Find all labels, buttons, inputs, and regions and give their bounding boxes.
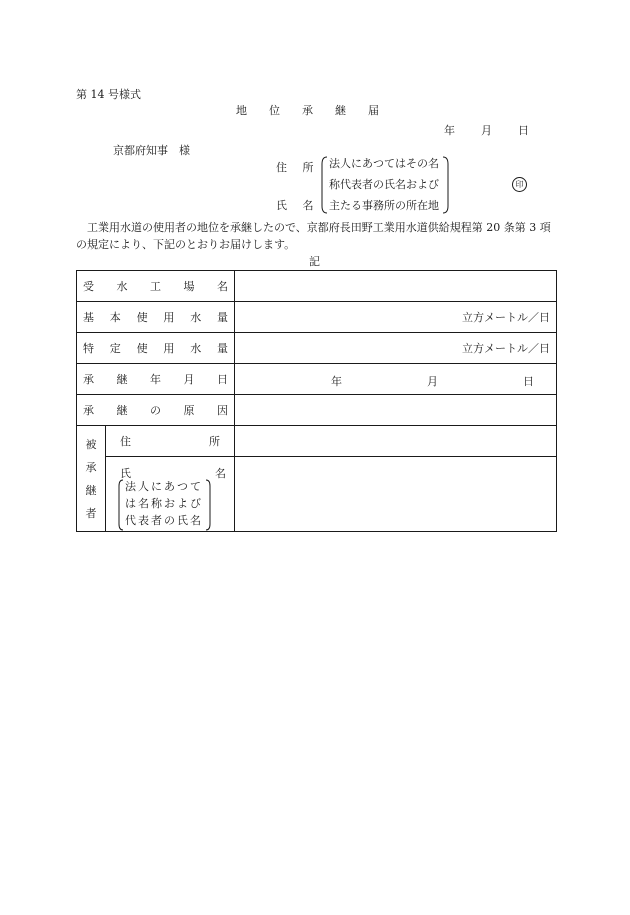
label-predecessor-name bbox=[106, 457, 235, 532]
basic-usage-field[interactable] bbox=[235, 302, 557, 333]
day-unit: 日 bbox=[523, 375, 534, 388]
applicant-note-line: 法人にあつてはその名 bbox=[329, 157, 439, 170]
table-row bbox=[77, 333, 557, 364]
table-row bbox=[77, 271, 557, 302]
notification-table bbox=[76, 270, 557, 532]
receiving-factory-field[interactable] bbox=[235, 271, 557, 302]
predecessor-label-char: 承 bbox=[85, 460, 97, 474]
predecessor-address-field[interactable] bbox=[235, 426, 557, 457]
document-title: 地位承継届 bbox=[236, 104, 401, 117]
table-row bbox=[77, 395, 557, 426]
date-year: 年 bbox=[444, 124, 455, 137]
predecessor-note-line: 法人にあつて bbox=[125, 480, 203, 493]
predecessor-label bbox=[77, 426, 106, 532]
table-row bbox=[77, 426, 557, 457]
predecessor-name-field[interactable] bbox=[235, 457, 557, 532]
label-succession-cause: 承継の原因 bbox=[77, 395, 235, 426]
label-succession-date: 承継年月日 bbox=[77, 364, 235, 395]
predecessor-label-char: 者 bbox=[85, 506, 97, 520]
form-number: 第 14 号様式 bbox=[76, 88, 141, 101]
unit-text: 立方メートル／日 bbox=[462, 311, 550, 324]
date-month: 月 bbox=[481, 124, 492, 137]
label-receiving-factory: 受水工場名 bbox=[77, 271, 235, 302]
unit-text: 立方メートル／日 bbox=[462, 342, 550, 355]
name-label-char: 名 bbox=[215, 467, 226, 480]
applicant-note-line: 称代表者の氏名および bbox=[329, 178, 439, 191]
label-predecessor-address: 住所 bbox=[106, 426, 235, 457]
table-row bbox=[77, 457, 557, 532]
predecessor-note-line: は名称および bbox=[125, 497, 203, 510]
label-basic-usage: 基本使用水量 bbox=[77, 302, 235, 333]
applicant-address-label: 住 所 bbox=[276, 161, 320, 174]
date-day: 日 bbox=[518, 124, 529, 137]
predecessor-note-bracket bbox=[117, 479, 212, 531]
applicant-note-bracket bbox=[320, 156, 450, 214]
seal-icon: 印 bbox=[512, 177, 527, 192]
ki-heading: 記 bbox=[309, 255, 320, 268]
year-unit: 年 bbox=[331, 375, 342, 388]
submission-date bbox=[444, 125, 529, 136]
specific-usage-field[interactable] bbox=[235, 333, 557, 364]
label-specific-usage: 特定使用水量 bbox=[77, 333, 235, 364]
predecessor-label-char: 継 bbox=[85, 483, 97, 497]
applicant-name-label: 氏 名 bbox=[276, 199, 320, 212]
predecessor-label-char: 被 bbox=[85, 437, 97, 451]
table-row bbox=[77, 302, 557, 333]
addressee: 京都府知事 様 bbox=[113, 144, 190, 157]
body-text: 工業用水道の使用者の地位を承継したので、京都府長田野工業用水道供給規程第 20 条第 3 項の規定により、下記のとおりお届けします。 bbox=[76, 221, 551, 251]
table-row bbox=[77, 364, 557, 395]
name-label-char: 氏 bbox=[120, 467, 131, 480]
succession-date-field[interactable] bbox=[235, 364, 557, 395]
predecessor-note-line: 代表者の氏名 bbox=[125, 514, 203, 527]
month-unit: 月 bbox=[427, 375, 438, 388]
succession-cause-field[interactable] bbox=[235, 395, 557, 426]
applicant-note-line: 主たる事務所の所在地 bbox=[329, 199, 439, 212]
